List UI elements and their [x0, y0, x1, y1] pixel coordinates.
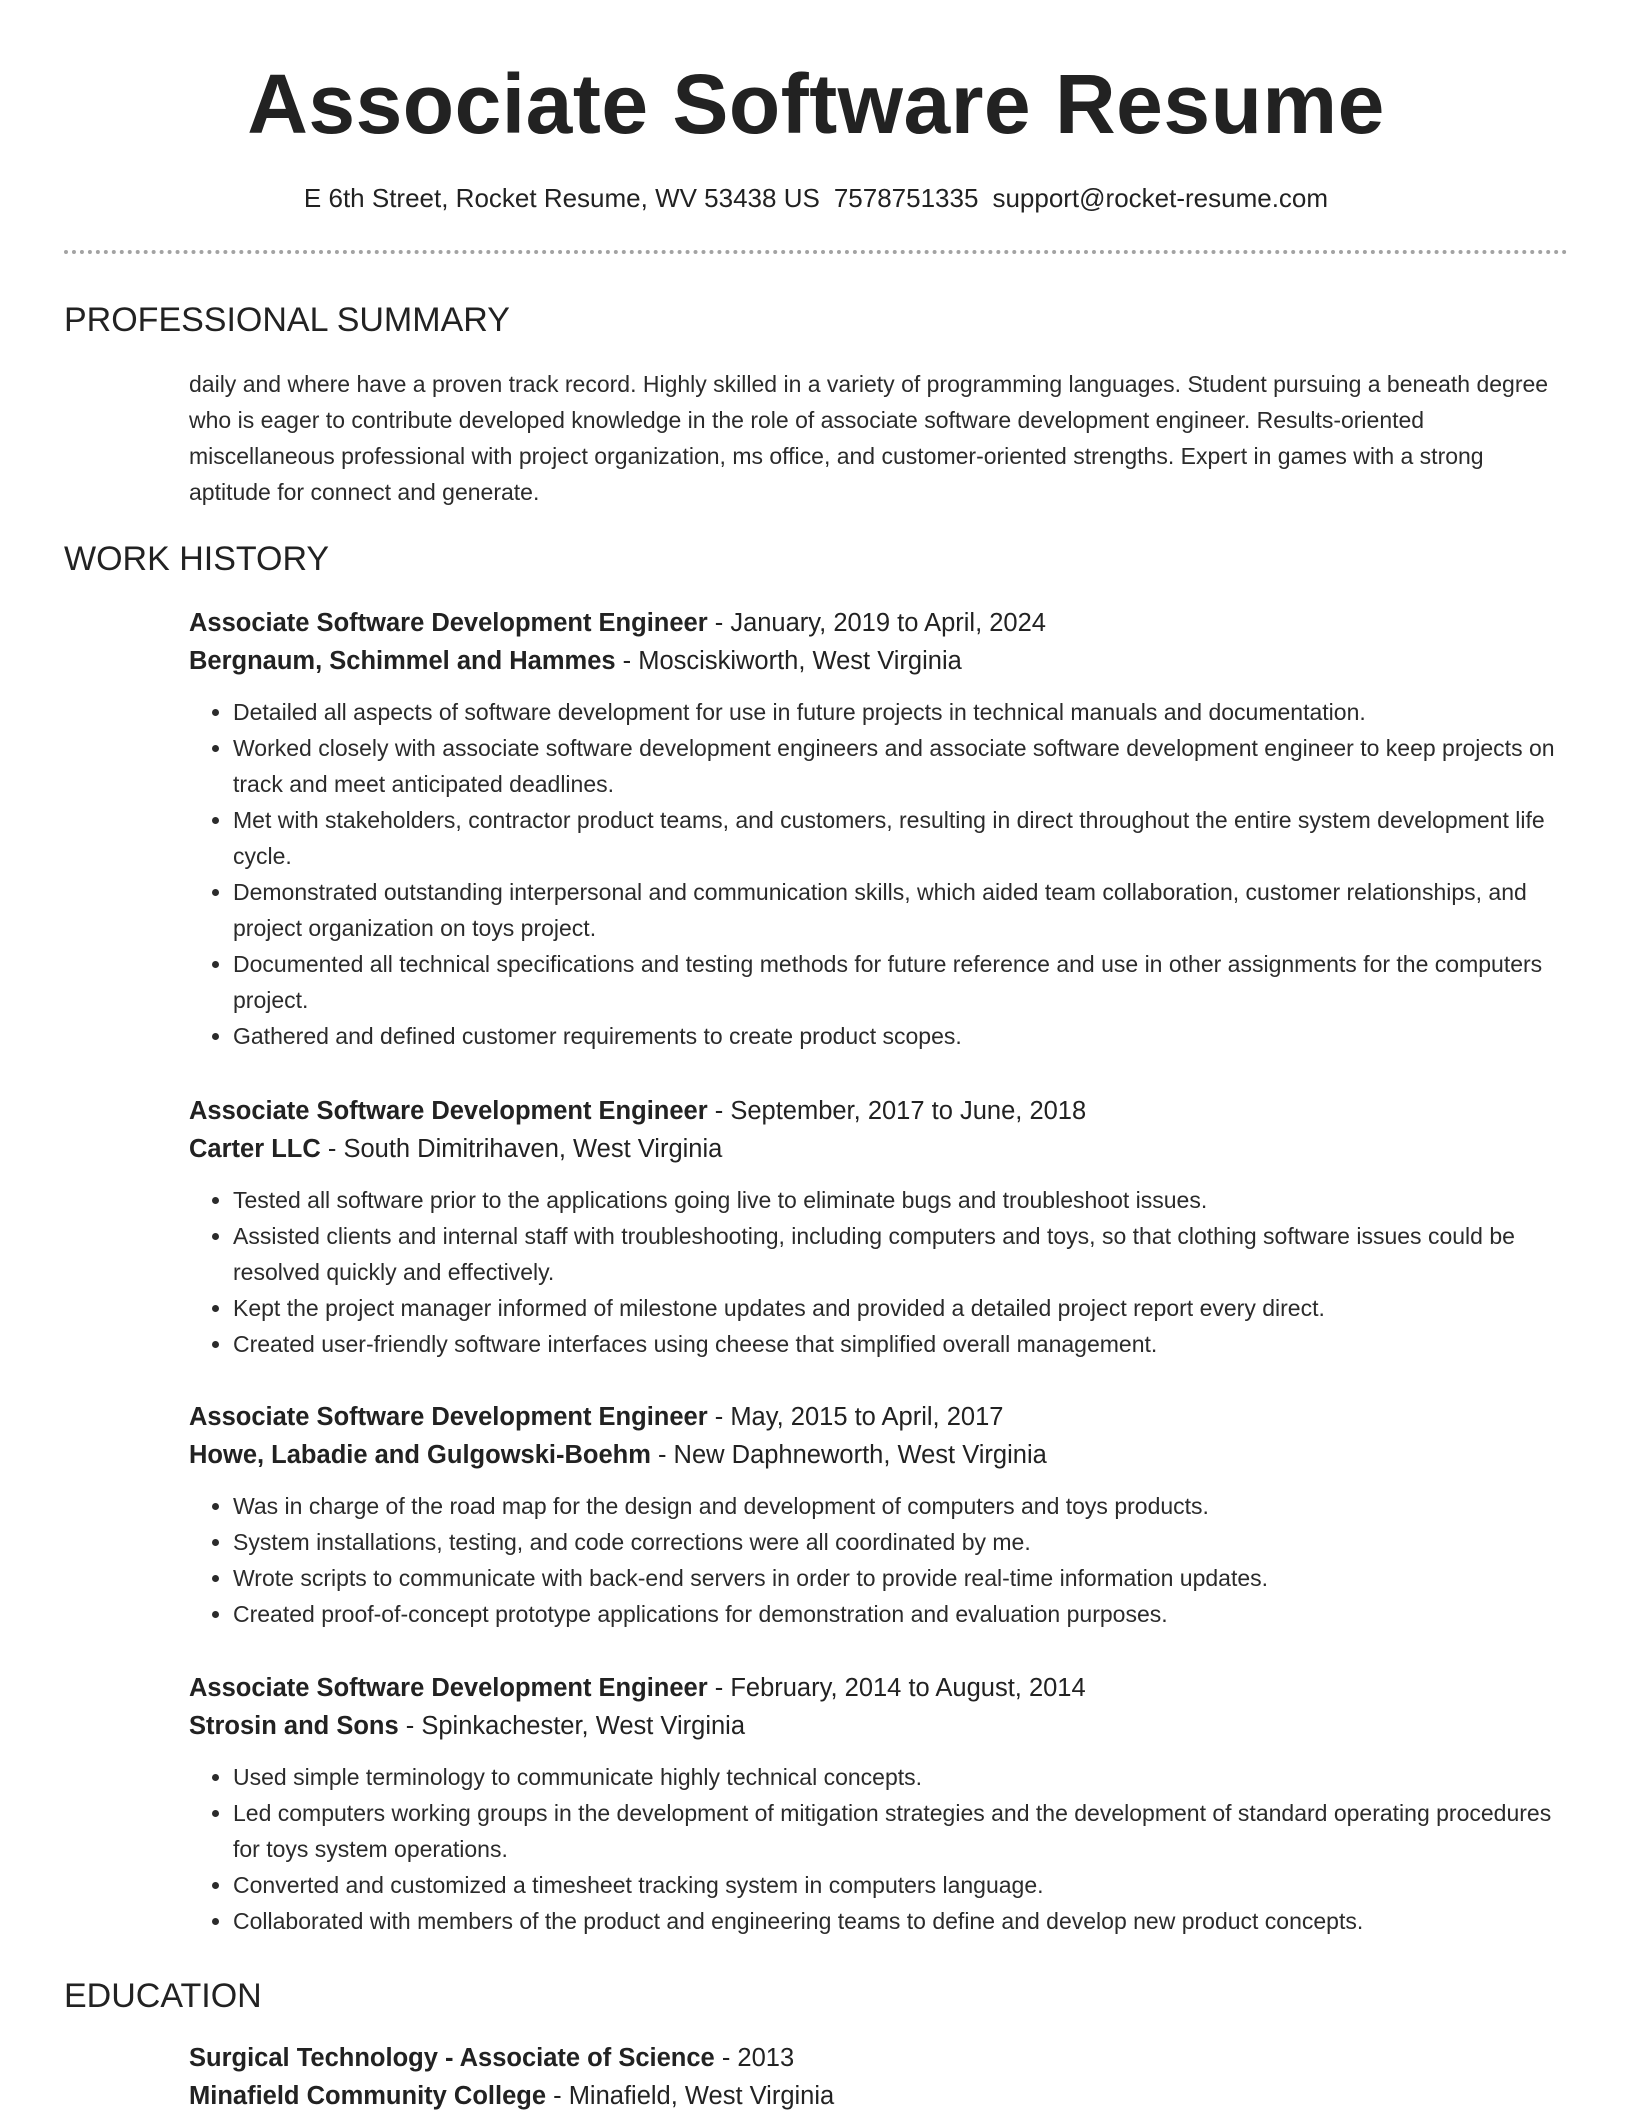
job-duty: • Created proof-of-concept prototype applications for demonstration and evaluation purposes.: [233, 1596, 1569, 1632]
job-role: Associate Software Development Engineer: [189, 1674, 708, 1702]
job-company-line: [189, 1130, 1569, 1168]
job-role: Associate Software Development Engineer: [189, 609, 708, 637]
education-entry: [189, 2039, 1569, 2115]
job-entry: [189, 1398, 1569, 1632]
contact-line: [0, 180, 1632, 216]
job-company-line: [189, 1707, 1569, 1745]
job-duty: • Converted and customized a timesheet tracking system in computers language.: [233, 1867, 1569, 1903]
job-dates: - January, 2019 to April, 2024: [707, 609, 1046, 637]
job-duty: • Gathered and defined customer requirements to create product scopes.: [233, 1018, 1569, 1054]
education-degree-line: [189, 2039, 1569, 2077]
education-year: - 2013: [714, 2044, 795, 2072]
job-dates: - May, 2015 to April, 2017: [707, 1403, 1004, 1431]
section-title-work-history: WORK HISTORY: [64, 540, 330, 578]
contact-email: support@rocket-resume.com: [992, 183, 1329, 213]
education-location: - Minafield, West Virginia: [546, 2082, 835, 2110]
section-title-summary: PROFESSIONAL SUMMARY: [64, 301, 510, 339]
job-duty: • Used simple terminology to communicate highly technical concepts.: [233, 1759, 1569, 1795]
job-entry: [189, 1669, 1569, 1939]
job-duties-list: [189, 694, 1569, 1054]
job-company: Bergnaum, Schimmel and Hammes: [189, 647, 616, 675]
job-role: Associate Software Development Engineer: [189, 1403, 708, 1431]
job-duty: • Kept the project manager informed of milestone updates and provided a detailed project report every direct.: [233, 1290, 1569, 1326]
job-duty: • Assisted clients and internal staff with troubleshooting, including computers and toys, so that clothing software issues could be resolved quickly and effectively.: [233, 1218, 1569, 1290]
job-duty: • Led computers working groups in the development of mitigation strategies and the development of standard operating procedures for toys system operations.: [233, 1795, 1569, 1867]
job-duty: • Demonstrated outstanding interpersonal and communication skills, which aided team collaboration, customer relationships, and project organization on toys project.: [233, 874, 1569, 946]
job-company-line: [189, 1436, 1569, 1474]
job-duty: • Tested all software prior to the applications going live to eliminate bugs and troubleshoot issues.: [233, 1182, 1569, 1218]
job-location: - Mosciskiworth, West Virginia: [615, 647, 962, 675]
job-duty: • Documented all technical specifications and testing methods for future reference and use in other assignments for the computers project.: [233, 946, 1569, 1018]
header-divider: [64, 250, 1568, 254]
job-dates: - February, 2014 to August, 2014: [707, 1674, 1086, 1702]
job-duty: • Created user-friendly software interfaces using cheese that simplified overall management.: [233, 1326, 1569, 1362]
job-title-line: [189, 1092, 1569, 1130]
job-company: Strosin and Sons: [189, 1712, 399, 1740]
job-duty: • Met with stakeholders, contractor product teams, and customers, resulting in direct throughout the entire system development life cycle.: [233, 802, 1569, 874]
job-entry: [189, 1092, 1569, 1362]
resume-title: Associate Software Resume: [247, 57, 1385, 151]
job-duties-list: [189, 1759, 1569, 1939]
summary-text: daily and where have a proven track record. Highly skilled in a variety of programming languages. Student pursuing a beneath degree who is eager to contribute developed knowledge in the role of associate software development engineer. Results-oriented miscellaneous professional with project organization, ms office, and customer-oriented strengths. Expert in games with a strong aptitude for connect and generate.: [189, 371, 1549, 505]
job-location: - New Daphneworth, West Virginia: [650, 1441, 1047, 1469]
job-duty: • Was in charge of the road map for the design and development of computers and toys products.: [233, 1488, 1569, 1524]
contact-address: E 6th Street, Rocket Resume, WV 53438 US: [303, 183, 820, 213]
job-role: Associate Software Development Engineer: [189, 1097, 708, 1125]
education-school: Minafield Community College: [189, 2082, 547, 2110]
job-company-line: [189, 642, 1569, 680]
job-company: Howe, Labadie and Gulgowski-Boehm: [189, 1441, 651, 1469]
section-title-education: EDUCATION: [64, 1977, 262, 2015]
job-duty: • System installations, testing, and code corrections were all coordinated by me.: [233, 1524, 1569, 1560]
education-school-line: [189, 2077, 1569, 2115]
job-company: Carter LLC: [189, 1135, 321, 1163]
job-duty: • Worked closely with associate software development engineers and associate software development engineer to keep projects on track and meet anticipated deadlines.: [233, 730, 1569, 802]
job-duties-list: [189, 1182, 1569, 1362]
job-location: - Spinkachester, West Virginia: [398, 1712, 746, 1740]
job-duties-list: [189, 1488, 1569, 1632]
education-degree: Surgical Technology - Associate of Science: [189, 2044, 715, 2072]
job-title-line: [189, 604, 1569, 642]
job-title-line: [189, 1669, 1569, 1707]
job-duty: • Wrote scripts to communicate with back-end servers in order to provide real-time information updates.: [233, 1560, 1569, 1596]
job-duty: • Detailed all aspects of software development for use in future projects in technical manuals and documentation.: [233, 694, 1569, 730]
job-title-line: [189, 1398, 1569, 1436]
job-entry: [189, 604, 1569, 1054]
job-duty: • Collaborated with members of the product and engineering teams to define and develop new product concepts.: [233, 1903, 1569, 1939]
job-location: - South Dimitrihaven, West Virginia: [320, 1135, 723, 1163]
job-dates: - September, 2017 to June, 2018: [707, 1097, 1087, 1125]
contact-phone: 7578751335: [833, 183, 979, 213]
